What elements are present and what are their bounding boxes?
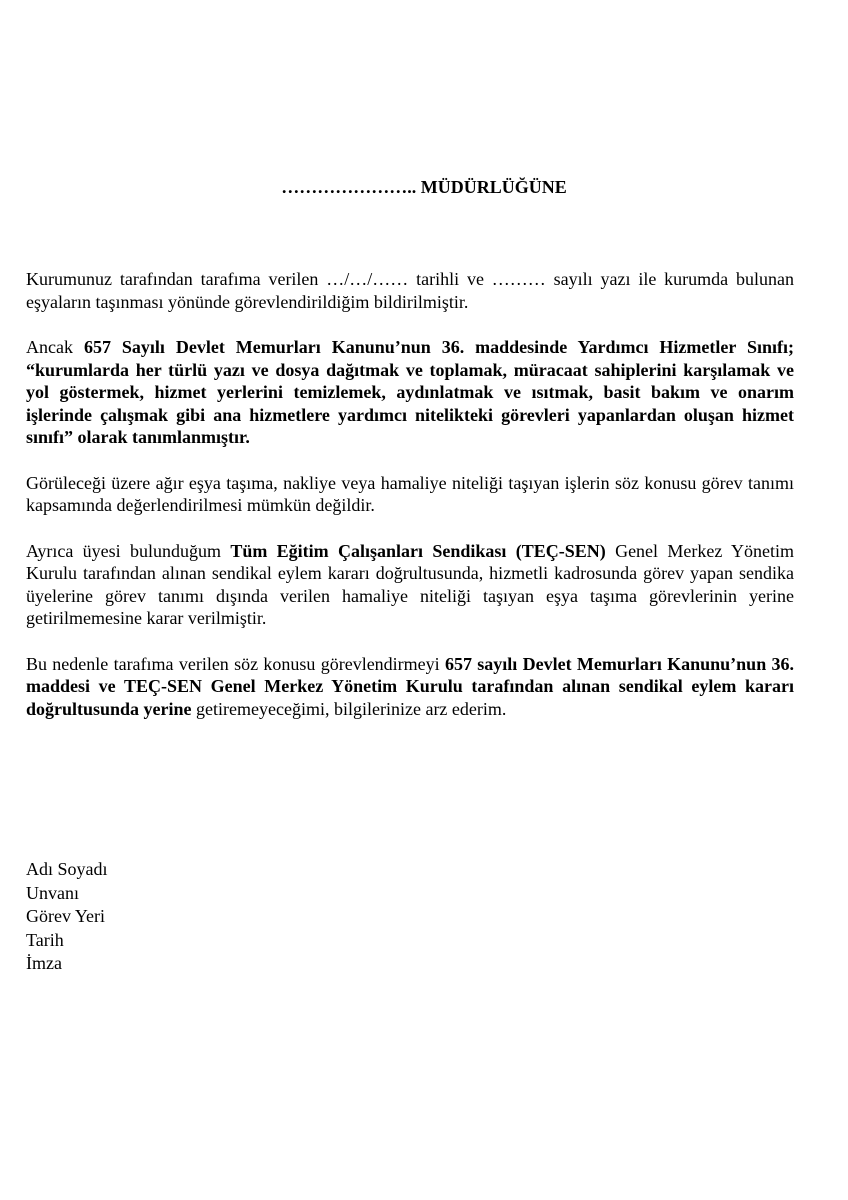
document-body xyxy=(26,268,794,743)
paragraph-5-bold-text: 657 sayılı Devlet Memurları Kanunu’nun 36. maddesi ve TEÇ-SEN Genel Merkez Yönetim Kurulu tarafından alınan sendikal eylem kararı doğrultusunda yerine xyxy=(26,653,795,719)
paragraph-4-text-end: Genel Merkez Yönetim Kurulu tarafından alınan sendikal eylem kararı doğrultusunda, hizmetli kadrosunda görev yapan sendika üyelerine görev tanımı dışında verilen hamaliye niteliği taşıyan eşya taşıma görevlerinin yerine getirilmemesine karar verilmiştir. xyxy=(26,540,795,628)
signature-date-label: Tarih xyxy=(26,929,64,950)
paragraph-union-decision xyxy=(26,540,794,630)
signature-workplace-label: Görev Yeri xyxy=(26,906,105,926)
paragraph-scope-statement xyxy=(26,472,794,517)
paragraph-1-text: Kurumunuz tarafından tarafıma verilen …/…/…… tarihli ve ……… sayılı yazı ile kurumda bulunan eşyaların taşınması yönünde görevlendirildiğim bildirilmiştir. xyxy=(26,269,794,312)
signature-title-label: Unvanı xyxy=(26,882,79,903)
paragraph-law-definition xyxy=(26,336,794,449)
signature-block xyxy=(26,858,108,976)
document-heading: ………………….. MÜDÜRLÜĞÜNE xyxy=(281,177,567,197)
paragraph-5-text-start: Bu nedenle tarafıma verilen söz konusu görevlendirmeyi xyxy=(26,653,445,674)
signature-sign-label: İmza xyxy=(26,953,62,973)
paragraph-3-text: Görüleceği üzere ağır eşya taşıma, nakliye veya hamaliye niteliği taşıyan işlerin söz konusu görev tanımı kapsamında değerlendirilmesi mümkün değildir. xyxy=(26,472,794,515)
paragraph-5-text-end: getiremeyeceğimi, bilgilerinize arz ederim. xyxy=(191,698,507,719)
paragraph-2-bold-text: 657 Sayılı Devlet Memurları Kanunu’nun 36. maddesinde Yardımcı Hizmetler Sınıfı; “kurumlarda her türlü yazı ve dosya dağıtmak ve toplamak, müracaat sahiplerini karşılamak ve yol göstermek, hizmet yerlerini temizlemek, aydınlatmak ve ısıtmak, basit bakım ve onarım işlerinde çalışmak gibi ana hizmetlere yardımcı nitelikteki görevleri yapanlardan oluşan hizmet sınıfı” olarak tanımlanmıştır. xyxy=(26,337,795,447)
paragraph-4-bold-text: Tüm Eğitim Çalışanları Sendikası (TEÇ-SEN) xyxy=(230,540,606,561)
signature-name-label: Adı Soyadı xyxy=(26,859,108,879)
paragraph-2-text: Ancak xyxy=(26,337,84,357)
paragraph-conclusion xyxy=(26,653,794,721)
paragraph-assignment-notice xyxy=(26,268,794,313)
paragraph-4-text-start: Ayrıca üyesi bulunduğum xyxy=(26,540,231,561)
